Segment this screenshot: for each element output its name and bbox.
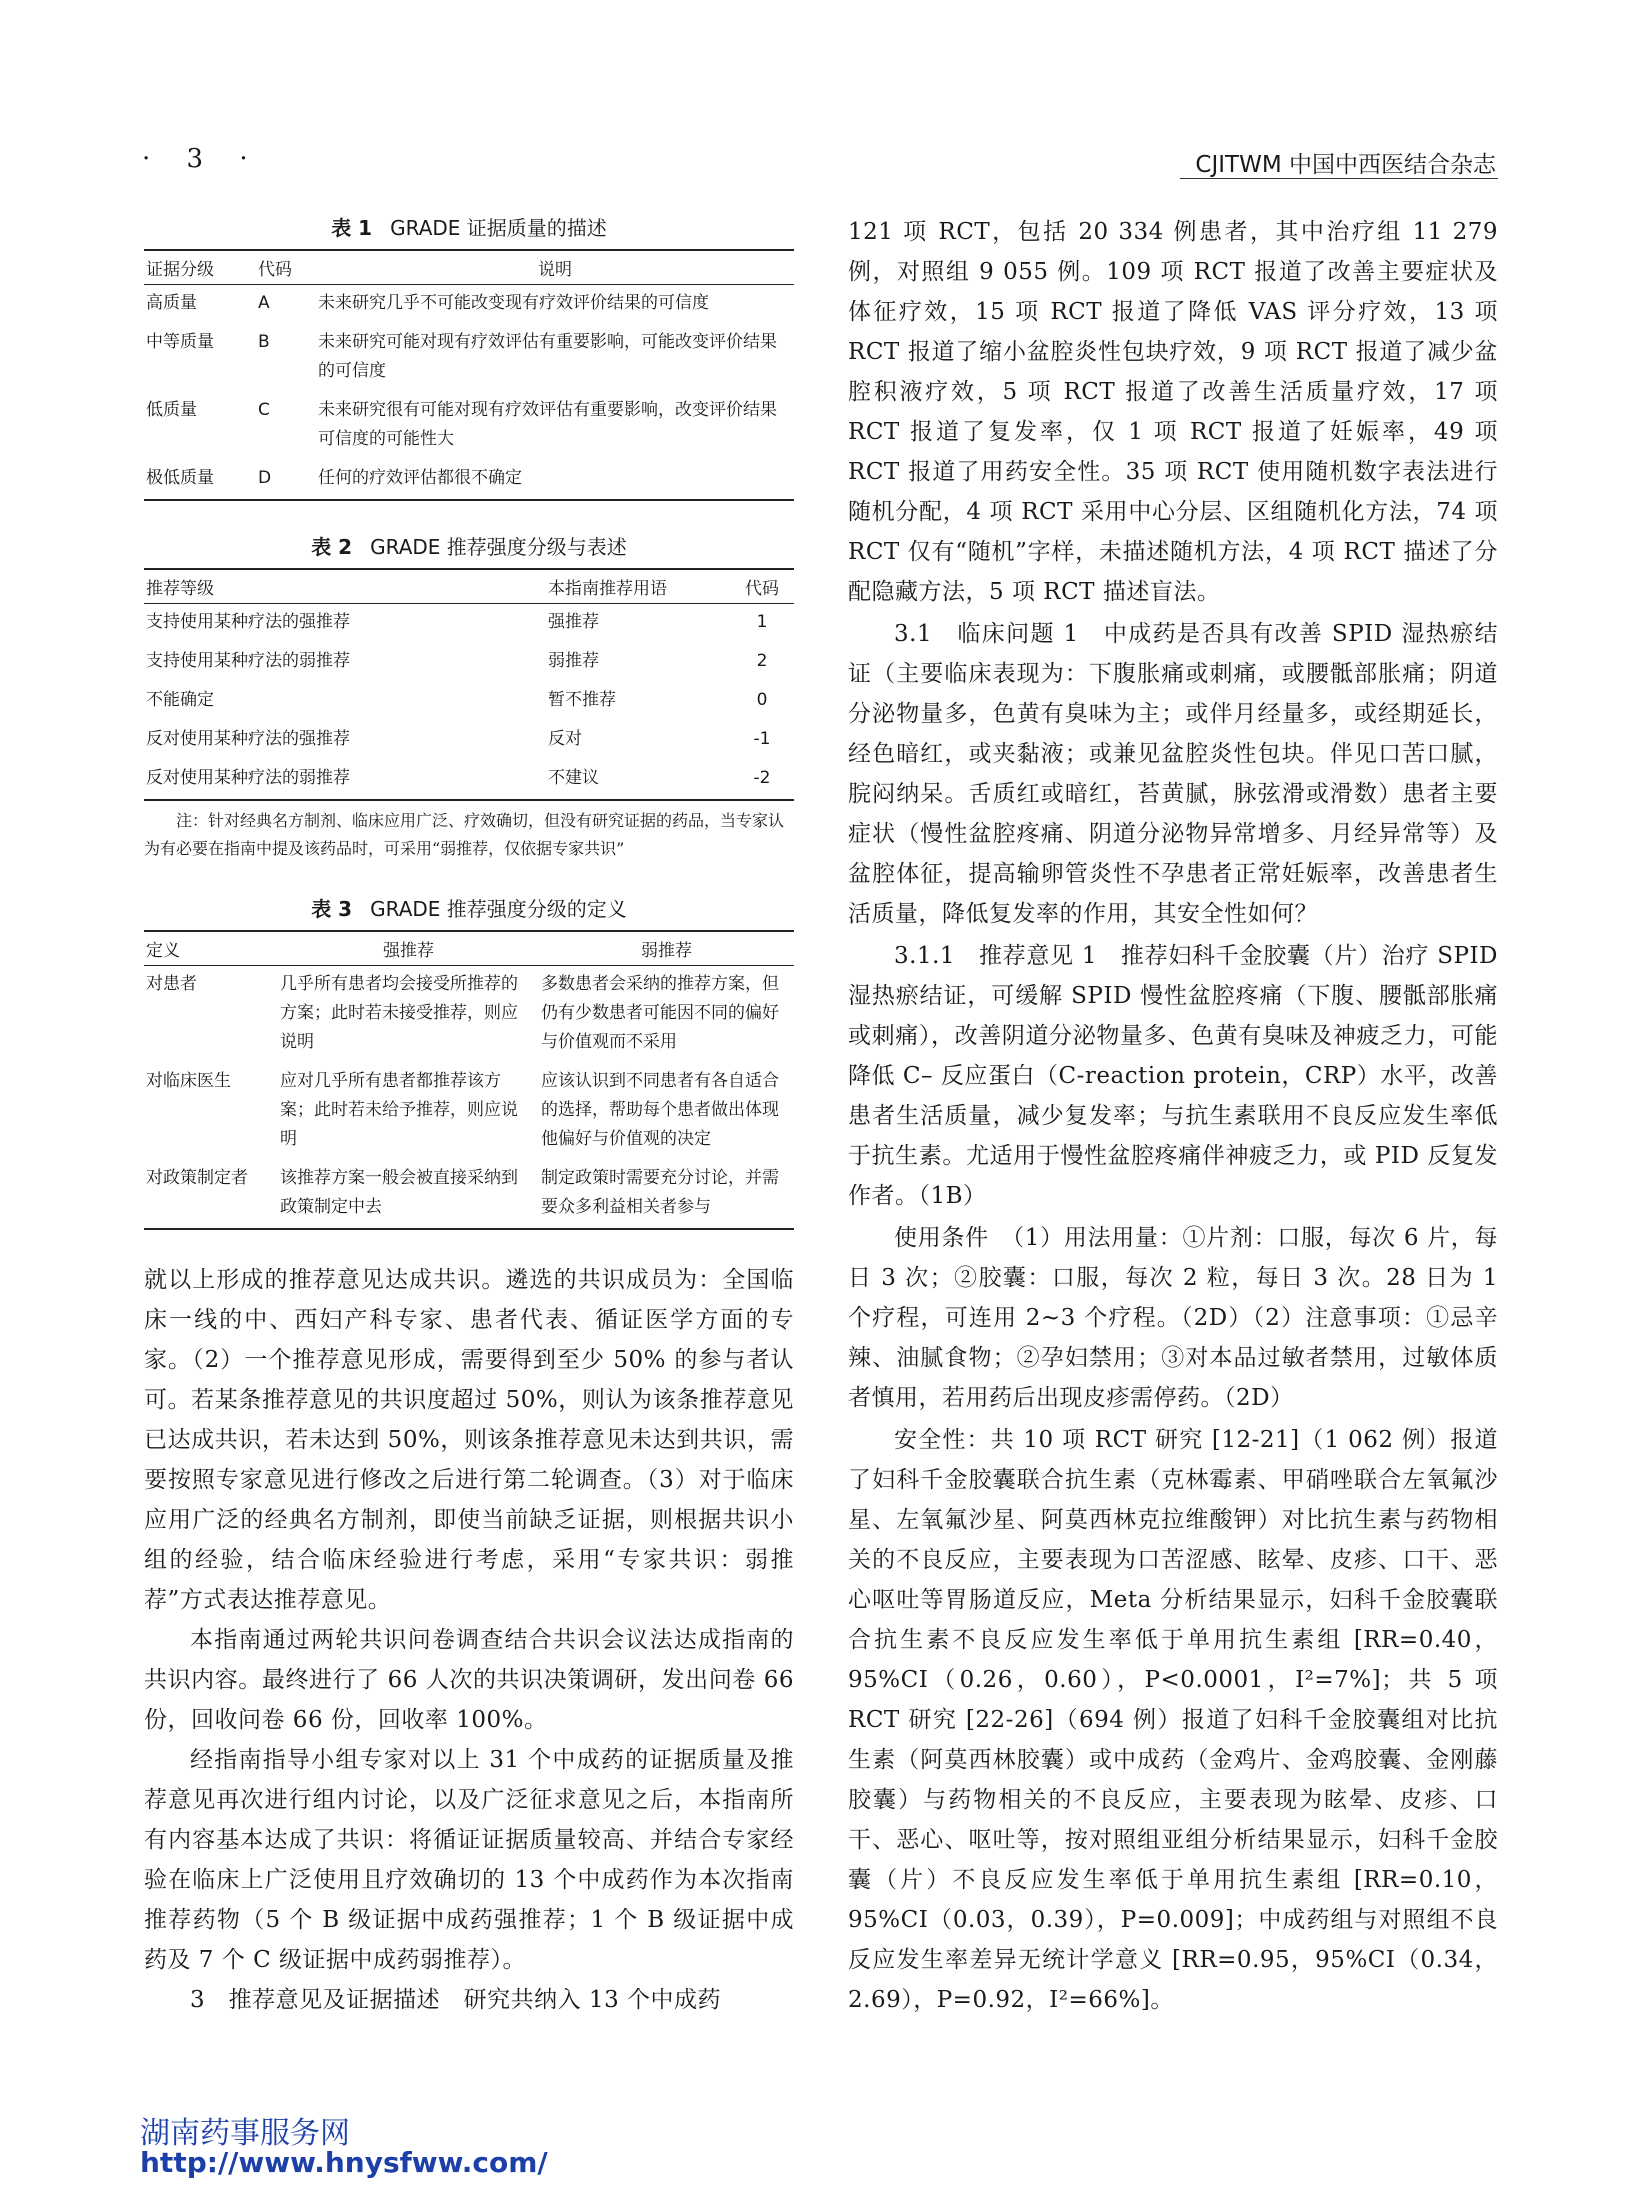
table-cell: 支持使用某种疗法的强推荐 bbox=[146, 612, 350, 632]
table-1-title: GRADE 证据质量的描述 bbox=[390, 216, 607, 240]
table-cell: 不能确定 bbox=[146, 690, 214, 710]
table-cell: 2 bbox=[756, 651, 768, 671]
usage-conditions-paragraph: 使用条件 （1）用法用量：①片剂：口服，每次 6 片，每日 3 次；②胶囊：口服，每次 2 粒，每日 3 次。28 日为 1 个疗程，可连用 2~3 个疗程。（2D）（2）注意事项：①忌辛辣、油腻食物；②孕妇禁用；③对本品过敏者禁用，过敏体质者慎用，若用药后出现皮疹需停药。（2D） bbox=[848, 1225, 1498, 1411]
table-cell: 支持使用某种疗法的弱推荐 bbox=[146, 651, 350, 671]
table-cell: 极低质量 bbox=[144, 460, 256, 500]
table-header-cell: 代码 bbox=[730, 569, 794, 604]
table-row bbox=[144, 1160, 794, 1229]
header-rule bbox=[1180, 178, 1498, 179]
body-paragraph: 121 项 RCT，包括 20 334 例患者，其中治疗组 11 279 例，对照组 9 055 例。109 项 RCT 报道了改善主要症状及体征疗效，15 项 RCT 报道了降低 VAS 评分疗效，13 项 RCT 报道了缩小盆腔炎性包块疗效，9 项 RCT 报道了减少盆腔积液疗效，5 项 RCT 报道了改善生活质量疗效，17 项 RCT 报道了复发率，仅 1 项 RCT 报道了妊娠率，49 项 RCT 报道了用药安全性。35 项 RCT 使用随机数字表法进行随机分配，4 项 RCT 采用中心分层、区组随机化方法，74 项 RCT 仅有“随机”字样，未描述随机方法，4 项 RCT 描述了分配隐藏方法，5 项 RCT 描述盲法。 bbox=[848, 219, 1498, 605]
table-header-cell: 本指南推荐用语 bbox=[546, 569, 730, 604]
table-2-caption bbox=[144, 531, 794, 560]
table-2 bbox=[144, 568, 794, 801]
table-header-cell: 推荐等级 bbox=[144, 569, 546, 604]
safety-paragraph: 安全性：共 10 项 RCT 研究 [12-21]（1 062 例）报道了妇科千金胶囊联合抗生素（克林霉素、甲硝唑联合左氧氟沙星、左氧氟沙星、阿莫西林克拉维酸钾）对比抗生素与药物相关的不良反应，主要表现为口苦涩感、眩晕、皮疹、口干、恶心呕吐等胃肠道反应，Meta 分析结果显示，妇科千金胶囊联合抗生素不良反应发生率低于单用抗生素组 [RR=0.40，95%CI（0.26，0.60），P<0.0001，I²=7%]；共 5 项 RCT 研究 [22-26]（694 例）报道了妇科千金胶囊组对比抗生素（阿莫西林胶囊）或中成药（金鸡片、金鸡胶囊、金刚藤胶囊）与药物相关的不良反应，主要表现为眩晕、皮疹、口干、恶心、呕吐等，按对照组亚组分析结果显示，妇科千金胶囊（片）不良反应发生率低于单用抗生素组 [RR=0.10，95%CI（0.03，0.39），P=0.009]；中成药组与对照组不良反应发生率差异无统计学意义 [RR=0.95，95%CI（0.34，2.69），P=0.92，I²=66%]。 bbox=[848, 1427, 1498, 2013]
table-cell: 应对几乎所有患者都推荐该方案；此时若未给予推荐，则应说明 bbox=[280, 1071, 518, 1149]
table-cell: 制定政策时需要充分讨论，并需要众多利益相关者参与 bbox=[539, 1160, 794, 1229]
table-cell: 任何的疗效评估都很不确定 bbox=[316, 460, 794, 500]
table-header-cell: 弱推荐 bbox=[539, 931, 794, 966]
table-row bbox=[144, 324, 794, 392]
table-1 bbox=[144, 249, 794, 501]
table-2-title: GRADE 推荐强度分级与表述 bbox=[370, 535, 627, 559]
table-header-row bbox=[144, 250, 794, 285]
watermark-url[interactable]: http://www.hnysfww.com/ bbox=[140, 2146, 548, 2179]
table-header-cell: 代码 bbox=[256, 250, 316, 285]
table-cell: C bbox=[258, 400, 270, 420]
table-cell: 强推荐 bbox=[548, 612, 599, 632]
table-3-caption bbox=[144, 893, 794, 922]
table-2-note: 注：针对经典名方制剂、临床应用广泛、疗效确切，但没有研究证据的药品，当专家认为有必要在指南中提及该药品时，可采用“弱推荐，仅依据专家共识” bbox=[144, 811, 785, 858]
table-cell: 对患者 bbox=[146, 974, 197, 994]
table-cell: 几乎所有患者均会接受所推荐的方案；此时若未接受推荐，则应说明 bbox=[280, 974, 518, 1052]
table-2-label: 表 2 bbox=[311, 535, 353, 559]
table-row bbox=[144, 285, 794, 325]
table-1-caption bbox=[144, 212, 794, 241]
table-cell: 反对使用某种疗法的强推荐 bbox=[146, 729, 350, 749]
table-cell: -1 bbox=[753, 729, 771, 749]
journal-name: CJITWM 中国中西医结合杂志 bbox=[1195, 152, 1496, 178]
table-header-row bbox=[144, 931, 794, 966]
table-cell: 弱推荐 bbox=[548, 651, 599, 671]
table-2-block bbox=[144, 531, 794, 863]
table-cell: 反对使用某种疗法的弱推荐 bbox=[144, 760, 546, 800]
table-row bbox=[144, 721, 794, 760]
body-paragraph: 经指南指导小组专家对以上 31 个中成药的证据质量及推荐意见再次进行组内讨论，以及广泛征求意见之后，本指南所有内容基本达成了共识：将循证证据质量较高、并结合专家经验在临床上广泛使用且疗效确切的 13 个中成药作为本次指南推荐药物（5 个 B 级证据中成药强推荐；1 个 B 级证据中成药及 7 个 C 级证据中成药弱推荐）。 bbox=[144, 1747, 794, 1973]
table-header-cell: 强推荐 bbox=[278, 931, 539, 966]
table-cell: 应该认识到不同患者有各自适合的选择，帮助每个患者做出体现他偏好与价值观的决定 bbox=[541, 1071, 779, 1149]
recommendation-paragraph: 3.1.1 推荐意见 1 推荐妇科千金胶囊（片）治疗 SPID 湿热瘀结证，可缓解 SPID 慢性盆腔疼痛（下腹、腰骶部胀痛或刺痛），改善阴道分泌物量多、色黄有臭味及神疲乏力，可能降低 C– 反应蛋白（C-reaction protein，CRP）水平，改善患者生活质量，减少复发率；与抗生素联用不良反应发生率低于抗生素。尤适用于慢性盆腔疼痛伴神疲乏力，或 PID 反复发作者。（1B） bbox=[848, 943, 1498, 1209]
table-cell: 暂不推荐 bbox=[548, 690, 616, 710]
page-number: · 3 · bbox=[142, 144, 262, 174]
table-row bbox=[144, 760, 794, 800]
table-cell: D bbox=[256, 460, 316, 500]
right-column bbox=[848, 212, 1498, 2020]
table-row bbox=[144, 966, 794, 1064]
table-cell: B bbox=[258, 332, 270, 352]
table-row bbox=[144, 1063, 794, 1160]
table-1-block bbox=[144, 212, 794, 501]
table-row bbox=[144, 392, 794, 460]
table-cell: 高质量 bbox=[146, 293, 197, 313]
body-paragraph: 就以上形成的推荐意见达成共识。遴选的共识成员为：全国临床一线的中、西妇产科专家、患者代表、循证医学方面的专家。（2）一个推荐意见形成，需要得到至少 50% 的参与者认可。若某条推荐意见的共识度超过 50%，则认为该条推荐意见已达成共识，若未达到 50%，则该条推荐意见未达到共识，需要按照专家意见进行修改之后进行第二轮调查。（3）对于临床应用广泛的经典名方制剂，即使当前缺乏证据，则根据共识小组的经验，结合临床经验进行考虑，采用“专家共识：弱推荐”方式表达推荐意见。 bbox=[144, 1267, 794, 1613]
table-3 bbox=[144, 930, 794, 1230]
table-cell: 多数患者会采纳的推荐方案，但仍有少数患者可能因不同的偏好与价值观而不采用 bbox=[541, 974, 779, 1052]
table-cell: 中等质量 bbox=[146, 332, 214, 352]
table-cell: -2 bbox=[730, 760, 794, 800]
left-column bbox=[144, 212, 794, 2020]
table-1-label: 表 1 bbox=[331, 216, 373, 240]
body-paragraph: 本指南通过两轮共识问卷调查结合共识会议法达成指南的共识内容。最终进行了 66 人次的共识决策调研，发出问卷 66 份，回收问卷 66 份，回收率 100%。 bbox=[144, 1627, 794, 1733]
table-cell: 低质量 bbox=[146, 400, 197, 420]
table-3-label: 表 3 bbox=[311, 897, 353, 921]
table-cell: 1 bbox=[756, 612, 768, 632]
table-header-row bbox=[144, 569, 794, 604]
clinical-question-paragraph: 3.1 临床问题 1 中成药是否具有改善 SPID 湿热瘀结证（主要临床表现为：下腹胀痛或刺痛，或腰骶部胀痛；阴道分泌物量多，色黄有臭味为主；或伴月经量多，或经期延长，经色暗红，或夹黏液；或兼见盆腔炎性包块。伴见口苦口腻，脘闷纳呆。舌质红或暗红，苔黄腻，脉弦滑或滑数）患者主要症状（慢性盆腔疼痛、阴道分泌物异常增多、月经异常等）及盆腔体征，提高输卵管炎性不孕患者正常妊娠率，改善患者生活质量，降低复发率的作用，其安全性如何？ bbox=[848, 621, 1498, 927]
table-row bbox=[144, 460, 794, 500]
table-header-cell: 证据分级 bbox=[144, 250, 256, 285]
table-row bbox=[144, 643, 794, 682]
table-cell: 未来研究几乎不可能改变现有疗效评价结果的可信度 bbox=[318, 293, 709, 313]
table-cell: A bbox=[258, 293, 270, 313]
section-heading-paragraph: 3 推荐意见及证据描述 研究共纳入 13 个中成药 bbox=[190, 1987, 722, 2013]
table-row bbox=[144, 604, 794, 644]
table-header-cell: 定义 bbox=[144, 931, 278, 966]
table-cell: 不建议 bbox=[546, 760, 730, 800]
table-cell: 0 bbox=[756, 690, 768, 710]
table-cell: 反对 bbox=[548, 729, 582, 749]
table-cell: 对政策制定者 bbox=[144, 1160, 278, 1229]
table-cell: 该推荐方案一般会被直接采纳到政策制定中去 bbox=[278, 1160, 539, 1229]
table-3-block bbox=[144, 893, 794, 1230]
table-cell: 未来研究很有可能对现有疗效评估有重要影响，改变评价结果可信度的可能性大 bbox=[318, 400, 777, 449]
table-row bbox=[144, 682, 794, 721]
table-cell: 对临床医生 bbox=[146, 1071, 231, 1091]
table-cell: 未来研究可能对现有疗效评估有重要影响，可能改变评价结果的可信度 bbox=[318, 332, 777, 381]
watermark-site-name: 湖南药事服务网 bbox=[140, 2116, 350, 2151]
table-3-title: GRADE 推荐强度分级的定义 bbox=[370, 897, 627, 921]
table-header-cell: 说明 bbox=[316, 250, 794, 285]
